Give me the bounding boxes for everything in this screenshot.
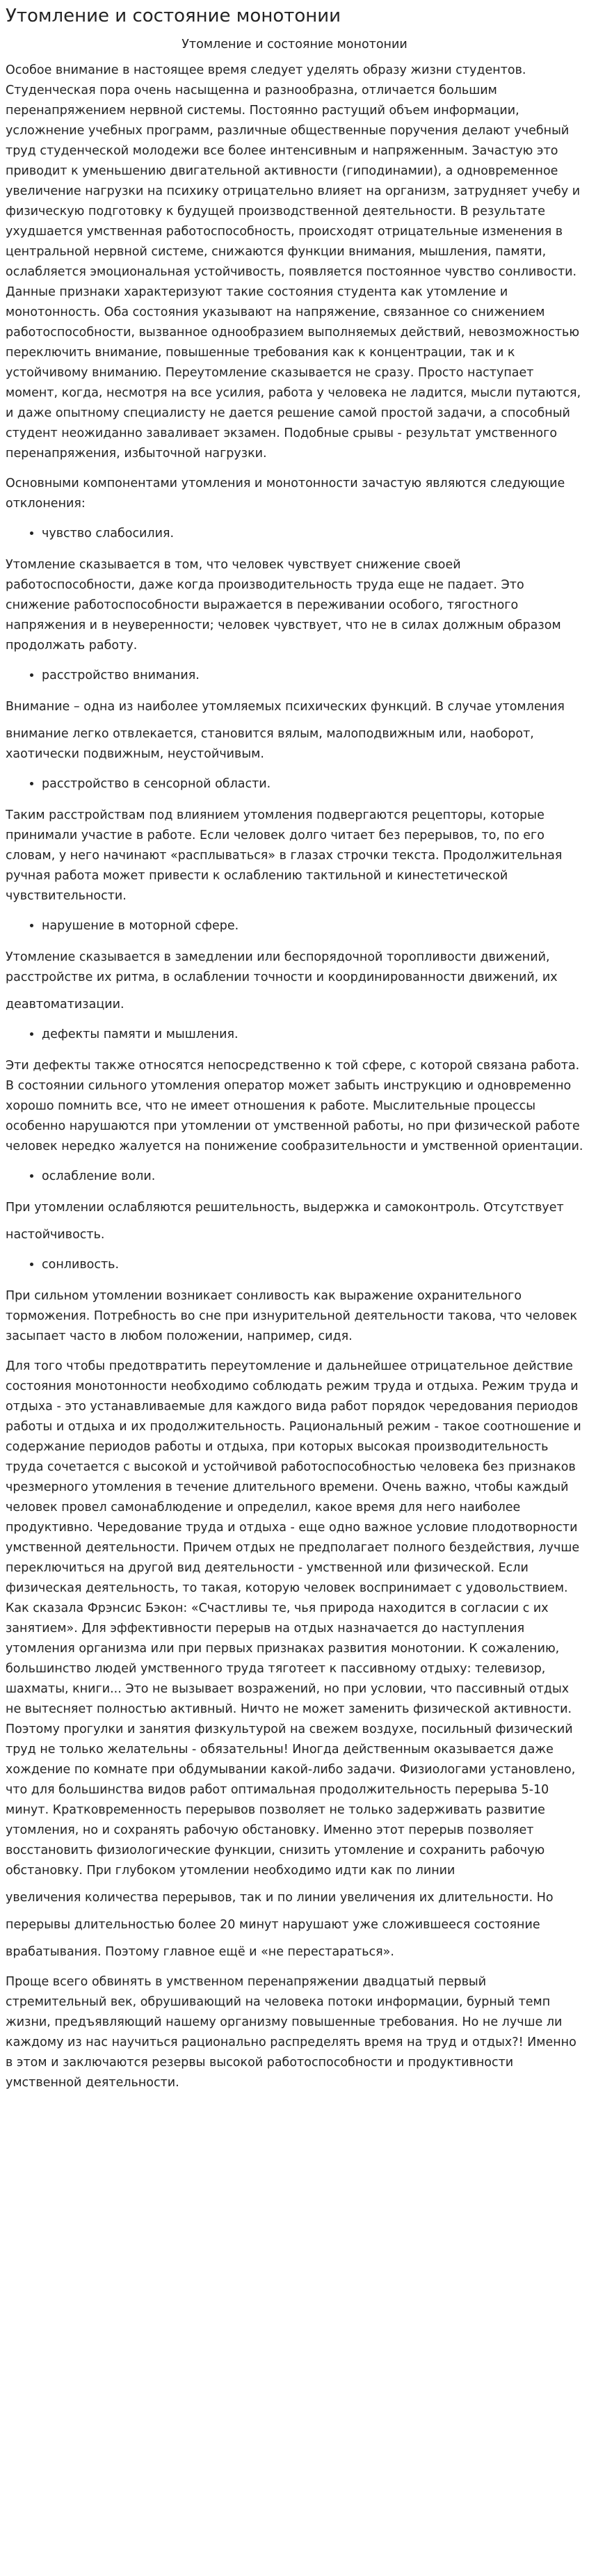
paragraph: Для того чтобы предотвратить переутомление и дальнейшее отрицательное действие состояния монотонности необходимо соблюдать режим труда и отдыха. Режим труда и отдыха - это устанавливаемые для каждого вида работ порядок чередования периодов работы и отдыха и их продолжительность. Рациональный режим - такое соотношение и содержание периодов работы и отдыха, при которых высокая производительность труда сочетается с высокой и устойчивой работоспособностью человека без признаков чрезмерного утомления в течение длительного времени. Очень важно, чтобы каждый человек провел самонаблюдение и определил, какое время для него наиболее продуктивно. Чередование труда и отдыха - еще одно важное условие плодотворности умственной деятельности. Причем отдых не предполагает полного бездействия, лучше переключиться на другой вид деятельности - умственной или физической. Если физическая деятельность, то такая, которую человек воспринимает с удовольствием. Как сказала Фрэнсис Бэкон: «Счастливы те, чья природа находится в согласии с их занятием». Для эффективности перерыв на отдых назначается до наступления утомления организма или при первых признаках развития монотонии. К сожалению, большинство людей умственного труда тяготеет к пассивному отдыху: телевизор, шахматы, книги... Это не вызывает возражений, но при условии, что пассивный отдых не вытесняет полностью активный. Ничто не может заменить физической активности. Поэтому прогулки и занятия физкультурой на свежем воздухе, посильный физический труд не только желательны - обязательны! Иногда действенным оказывается даже хождение по комнате при обдумывании какой-либо задачи. Физиологами установлено, что для большинства видов работ оптимальная продолжительность перерыва 5-10 минут. Кратковременность перерывов позволяет не только задерживать развитие утомления, но и сохранять рабочую обстановку. Именно этот перерыв позволяет восстановить физиологические функции, снизить утомление и сохранить рабочую обстановку. При глубоком утомлении необходимо идти как по линии xyxy=(6,1359,581,1878)
paragraph: Особое внимание в настоящее время следует уделять образу жизни студентов. Студенческая пора очень насыщенна и разнообразна, отличается большим перенапряжением нервной системы. Постоянно растущий объем информации, усложнение учебных программ, различные общественные поручения делают учебный труд студенческой молодежи все более интенсивным и напряженным. Зачастую это приводит к уменьшению двигательной активности (гиподинамии), а одновременное увеличение нагрузки на психику отрицательно влияет на организм, затрудняет учебу и физическую подготовку к будущей производственной деятельности. В результате ухудшается умственная работоспособность, происходят отрицательные изменения в центральной нервной системе, снижаются функции внимания, мышления, памяти, ослабляется эмоциональная устойчивость, появляется постоянное чувство сонливости. Данные признаки характеризуют такие состояния студента как утомление и монотонность. Оба состояния указывают на напряжение, связанное со снижением работоспособности, вызванное однообразием выполняемых действий, невозможностью переключить внимание, повышенные требования как к концентрации, так и к устойчивому вниманию. Переутомление сказывается не сразу. Просто наступает момент, когда, несмотря на все усилия, работа у человека не ладится, мысли путаются, и даже опытному специалисту не дается решение самой простой задачи, а способный студент неожиданно заваливает экзамен. Подобные срывы - результат умственного перенапряжения, избыточной нагрузки. xyxy=(6,63,581,461)
bullet-list xyxy=(6,1025,583,1045)
article-subtitle: Утомление и состояние монотонии xyxy=(181,38,408,51)
list-item: • сонливость. xyxy=(42,1255,583,1275)
paragraph: внимание легко отвлекается, становится вялым, малоподвижным или, наоборот, хаотически подвижным, неустойчивым. xyxy=(6,727,534,761)
article-body xyxy=(6,61,583,2093)
list-item: • расстройство внимания. xyxy=(42,666,583,686)
paragraph: Утомление сказывается в замедлении или беспорядочной торопливости движений, расстройстве их ритма, в ослаблении точности и координированности движений, их xyxy=(6,950,558,984)
list-item: • расстройство в сенсорной области. xyxy=(42,774,583,794)
article-title: Утомление и состояние монотонии xyxy=(6,6,341,26)
paragraph: Таким расстройствам под влиянием утомления подвергаются рецепторы, которые принимали участие в работе. Если человек долго читает без перерывов, то, по его словам, у него начинают «расплываться» в глазах строчки текста. Продолжительная ручная работа может привести к ослаблению тактильной и кинестетической чувствительности. xyxy=(6,808,563,903)
bullet-list xyxy=(6,774,583,794)
list-item: • нарушение в моторной сфере. xyxy=(42,916,583,936)
list-item: • чувство слабосилия. xyxy=(42,524,583,544)
bullet-list xyxy=(6,916,583,936)
bullet-list xyxy=(6,524,583,544)
paragraph: При утомлении ослабляются решительность, выдержка и самоконтроль. Отсутствует xyxy=(6,1201,564,1215)
paragraph: Основными компонентами утомления и монотонности зачастую являются следующие отклонения: xyxy=(6,477,565,511)
bullet-list xyxy=(6,1255,583,1275)
list-item: • дефекты памяти и мышления. xyxy=(42,1025,583,1045)
paragraph: деавтоматизации. xyxy=(6,998,124,1011)
paragraph: Эти дефекты также относятся непосредственно к той сфере, с которой связана работа. В состоянии сильного утомления оператор может забыть инструкцию и одновременно хорошо помнить все, что не имеет отношения к работе. Мыслительные процессы особенно нарушаются при утомлении от умственной работы, но при физической работе человек нередко жалуется на понижение сообразительности и умственной ориентации. xyxy=(6,1059,583,1153)
paragraph: Утомление сказывается в том, что человек чувствует снижение своей работоспособности, даже когда производительность труда еще не падает. Это снижение работоспособности выражается в переживании особого, тягостного напряжения и в неуверенности; человек чувствует, что не в силах должным образом продолжать работу. xyxy=(6,558,561,653)
paragraph: врабатывания. Поэтому главное ещё и «не перестараться». xyxy=(6,1945,394,1959)
bullet-list xyxy=(6,1167,583,1187)
paragraph: При сильном утомлении возникает сонливость как выражение охранительного торможения. Потребность во сне при изнурительной деятельности такова, что человек засыпает часто в любом положении, например, сидя. xyxy=(6,1289,578,1343)
paragraph: увеличения количества перерывов, так и по линии увеличения их длительности. Но xyxy=(6,1891,554,1905)
paragraph: настойчивость. xyxy=(6,1228,105,1242)
paragraph: перерывы длительностью более 20 минут нарушают уже сложившееся состояние xyxy=(6,1918,540,1932)
paragraph: Внимание – одна из наиболее утомляемых психических функций. В случае утомления xyxy=(6,700,565,714)
list-item: • ослабление воли. xyxy=(42,1167,583,1187)
paragraph: Проще всего обвинять в умственном перенапряжении двадцатый первый стремительный век, обрушивающий на человека потоки информации, бурный темп жизни, предъявляющий нашему организму повышенные требования. Но не лучше ли каждому из нас научиться рационально распределять время на труд и отдых?! Именно в этом и заключаются резервы высокой работоспособности и продуктивности умственной деятельности. xyxy=(6,1975,576,2090)
bullet-list xyxy=(6,666,583,686)
